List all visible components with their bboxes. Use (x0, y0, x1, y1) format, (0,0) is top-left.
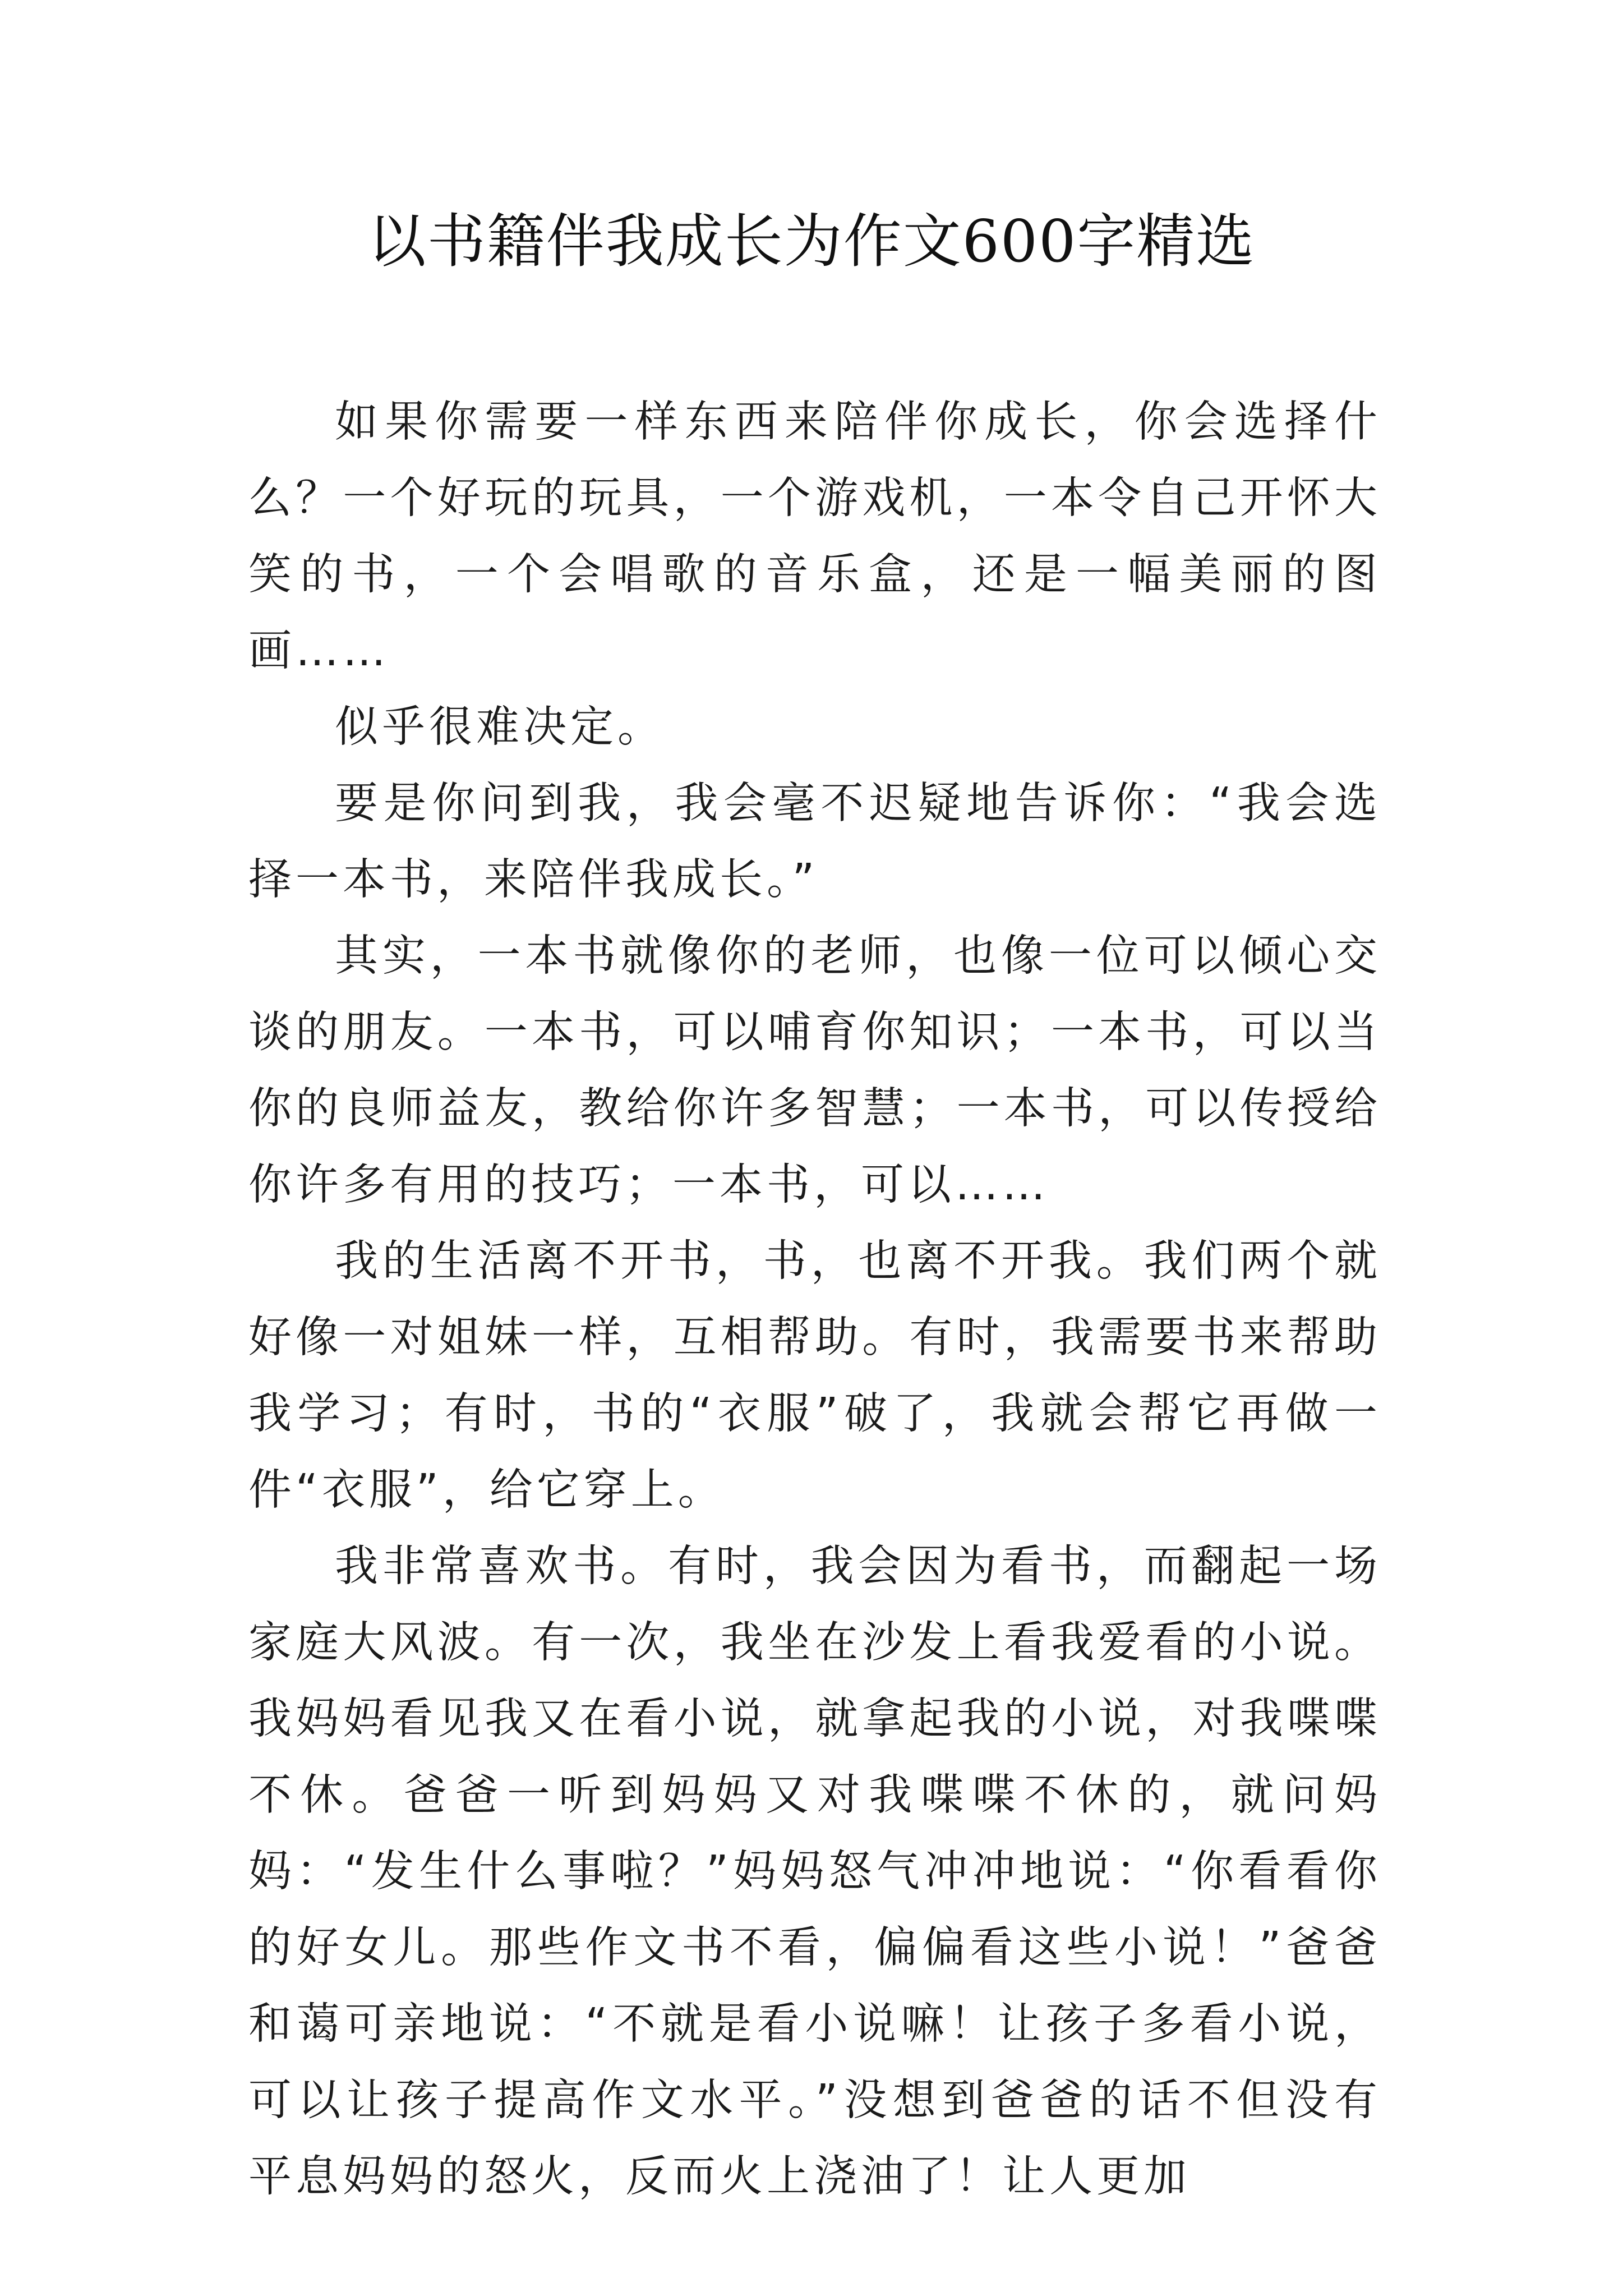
paragraph-4: 其实，一本书就像你的老师，也像一位可以倾心交谈的朋友。一本书，可以哺育你知识；一本书，可以当你的良师益友，教给你许多智慧；一本书，可以传授给你许多有用的技巧；一本书，可以…… (248, 931, 1381, 1210)
paragraph-5: 我的生活离不开书，书，也离不开我。我们两个就好像一对姐妹一样，互相帮助。有时，我需要书来帮助我学习；有时，书的“衣服”破了，我就会帮它再做一件“衣服”，给它穿上。 (248, 1236, 1381, 1515)
paragraph-3: 要是你问到我，我会毫不迟疑地告诉你：“我会选择一本书，来陪伴我成长。” (248, 779, 1381, 905)
paragraph-6: 我非常喜欢书。有时，我会因为看书，而翻起一场家庭大风波。有一次，我坐在沙发上看我爱看的小说。我妈妈看见我又在看小说，就拿起我的小说，对我喋喋不休。爸爸一听到妈妈又对我喋喋不休的，就问妈妈：“发生什么事啦？”妈妈怒气冲冲地说：“你看看你的好女儿。那些作文书不看，偏偏看这些小说！”爸爸和蔼可亲地说：“不就是看小说嘛！让孩子多看小说，可以让孩子提高作文水平。”没想到爸爸的话不但没有平息妈妈的怒火，反而火上浇油了！让人更加 (248, 1542, 1381, 2202)
document-title: 以书籍伴我成长为作文600字精选 (367, 207, 1256, 275)
paragraph-2: 似乎很难决定。 (335, 702, 665, 752)
paragraph-1: 如果你需要一样东西来陪伴你成长，你会选择什么？一个好玩的玩具，一个游戏机，一本令自己开怀大笑的书，一个会唱歌的音乐盒，还是一幅美丽的图画…… (248, 397, 1381, 676)
document-body (248, 384, 1381, 2215)
